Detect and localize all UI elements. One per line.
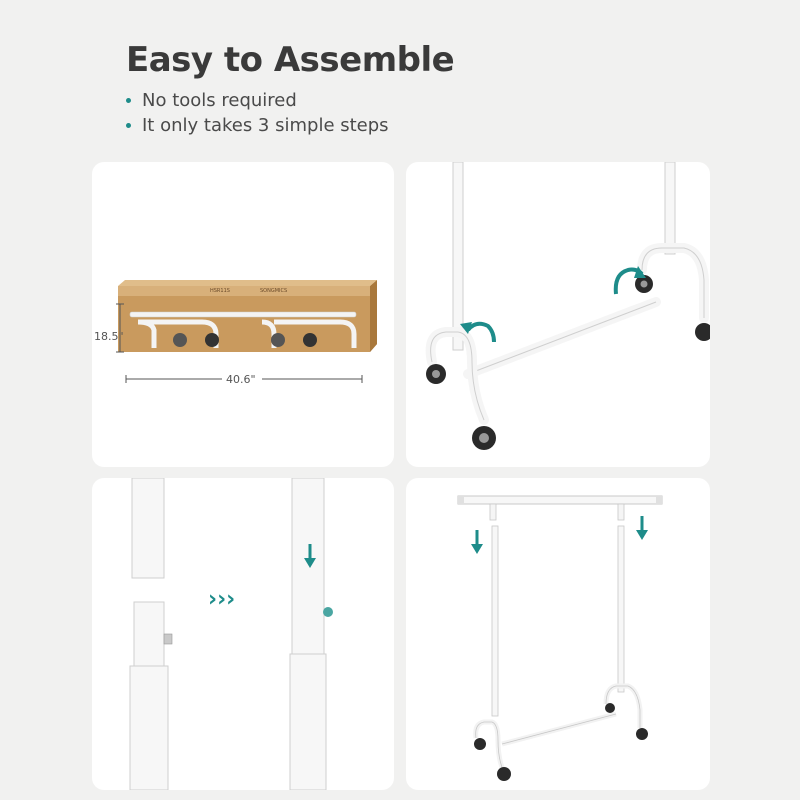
- bullet-dot: [126, 123, 131, 128]
- frame-wheel-4: [636, 728, 648, 740]
- frame-crossbar-edge: [502, 714, 616, 744]
- base-crossbar-edge: [468, 302, 656, 374]
- upper-tube: [132, 478, 164, 578]
- feature-text: No tools required: [142, 90, 297, 111]
- caster-3: [271, 333, 285, 347]
- box-top-edge: [118, 280, 377, 286]
- joined-upper-tube: [292, 478, 324, 654]
- frame-wheel-3: [605, 703, 615, 713]
- package-illustration: [92, 162, 394, 467]
- caster-4: [303, 333, 317, 347]
- top-bar-cap-right: [656, 496, 662, 504]
- wheel-3-hub: [641, 281, 648, 288]
- box-side: [370, 280, 377, 352]
- rack-illustration: [406, 478, 710, 790]
- feature-list: [126, 88, 389, 138]
- top-bar-leg-left: [490, 504, 496, 520]
- tube-illustration: [92, 478, 394, 790]
- frame-upright-left: [492, 526, 498, 716]
- spring-button: [164, 634, 172, 644]
- wheel-4: [695, 323, 710, 341]
- down-arrow-head: [471, 544, 483, 554]
- wheel-1-hub: [432, 370, 440, 378]
- package-panel: [92, 162, 394, 467]
- feature-text: It only takes 3 simple steps: [142, 115, 389, 136]
- lower-tube: [130, 666, 168, 790]
- base-illustration: [406, 162, 710, 467]
- box-brand-label: SONGMICS: [260, 288, 288, 294]
- wheel-2-hub: [479, 433, 489, 443]
- attach-top-bar-panel: [406, 478, 710, 790]
- lower-tube-insert: [134, 602, 164, 666]
- top-bar-cap-left: [458, 496, 464, 504]
- top-hanging-bar: [458, 496, 662, 504]
- next-step-chevrons-icon: ›››: [208, 587, 236, 612]
- joined-lower-tube: [290, 654, 326, 790]
- down-arrow-head: [636, 530, 648, 540]
- bullet-dot: [126, 98, 131, 103]
- frame-wheel-2: [497, 767, 511, 781]
- height-label: 18.5": [94, 330, 124, 343]
- locked-button: [323, 607, 333, 617]
- frame-wheel-1: [474, 738, 486, 750]
- upright-left: [453, 162, 463, 350]
- width-label: 40.6": [226, 373, 256, 386]
- feature-item: [126, 88, 389, 113]
- page-title: Easy to Assemble: [126, 40, 455, 80]
- unfold-base-panel: [406, 162, 710, 467]
- upright-right: [665, 162, 675, 254]
- connect-tubes-panel: [92, 478, 394, 790]
- caster-1: [173, 333, 187, 347]
- box-rim: [118, 286, 370, 296]
- box-model-label: HSR11S: [210, 288, 230, 294]
- feature-item: [126, 113, 389, 138]
- frame-upright-right: [618, 526, 624, 692]
- caster-2: [205, 333, 219, 347]
- top-bar-leg-right: [618, 504, 624, 520]
- rail-top: [130, 312, 356, 317]
